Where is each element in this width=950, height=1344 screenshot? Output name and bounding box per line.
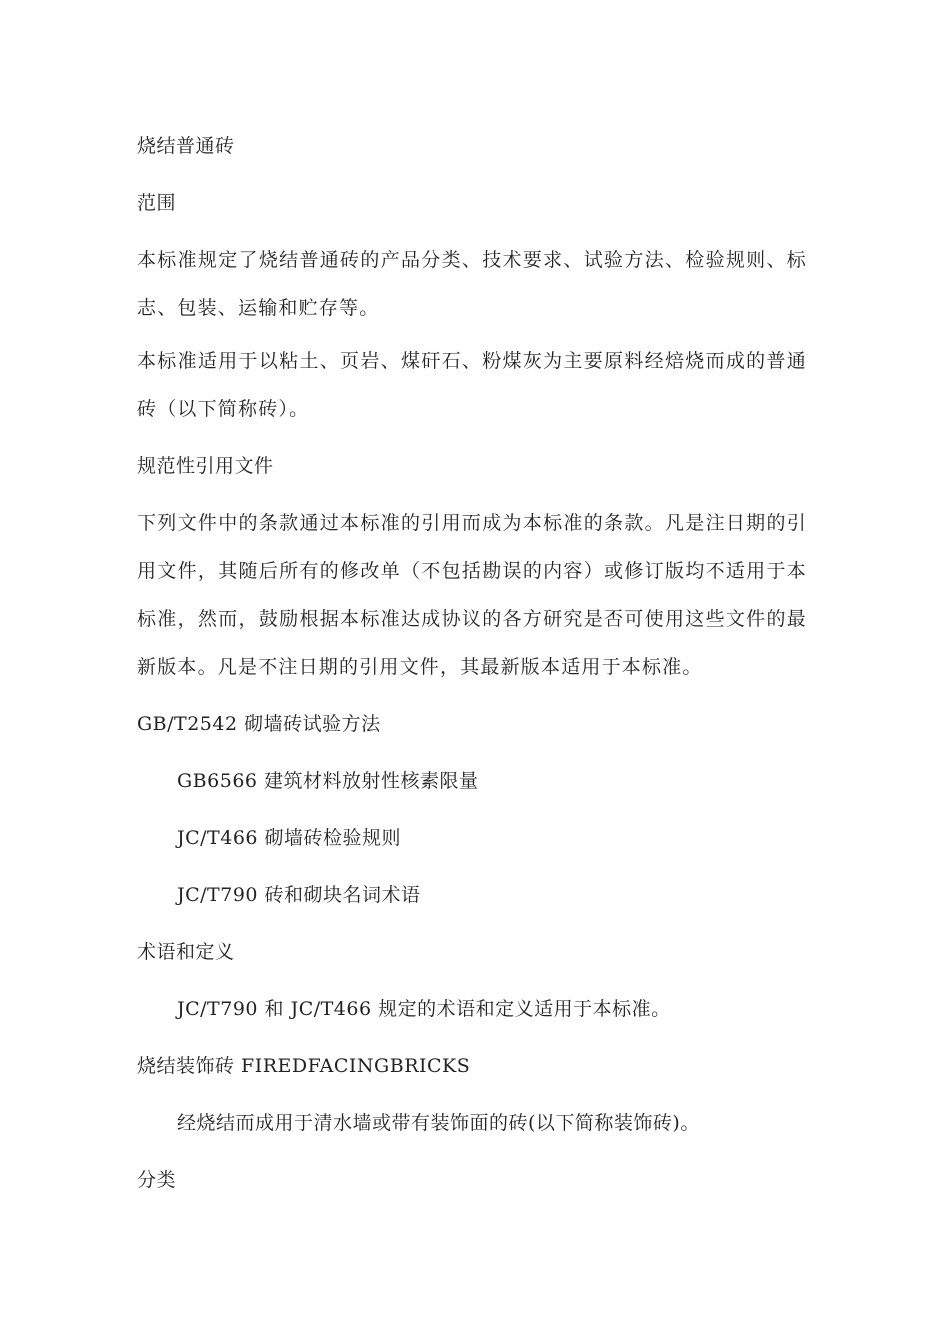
section-heading-references: 规范性引用文件 xyxy=(137,455,274,477)
reference-item: JC/T790 砖和砌块名词术语 xyxy=(177,884,421,906)
paragraph-terms: JC/T790 和 JC/T466 规定的术语和定义适用于本标准。 xyxy=(177,998,671,1020)
reference-item: JC/T466 砌墙砖检验规则 xyxy=(177,827,402,849)
paragraph-scope-2: 本标准适用于以粘土、页岩、煤矸石、粉煤灰为主要原料经焙烧而成的普通砖（以下简称砖）。 xyxy=(137,350,807,420)
paragraph-references: 下列文件中的条款通过本标准的引用而成为本标准的条款。凡是注日期的引用文件，其随后所有的修改单（不包括勘误的内容）或修订版均不适用于本标准，然而，鼓励根据本标准达成协议的各方研究是否可使用这些文件的最新版本。凡是不注日期的引用文件，其最新版本适用于本标准。 xyxy=(137,512,807,678)
term-heading-fired-facing-bricks: 烧结装饰砖 FIREDFACINGBRICKS xyxy=(137,1055,471,1077)
section-heading-terms: 术语和定义 xyxy=(137,941,235,963)
reference-item: GB6566 建筑材料放射性核素限量 xyxy=(177,770,479,792)
document-page xyxy=(137,118,807,1209)
document-title: 烧结普通砖 xyxy=(137,135,235,157)
reference-item: GB/T2542 砌墙砖试验方法 xyxy=(137,713,381,735)
paragraph-scope-1: 本标准规定了烧结普通砖的产品分类、技术要求、试验方法、检验规则、标志、包装、运输和贮存等。 xyxy=(137,249,807,319)
section-heading-classification: 分类 xyxy=(137,1169,177,1191)
term-definition-fired-facing-bricks: 经烧结而成用于清水墙或带有装饰面的砖(以下简称装饰砖)。 xyxy=(177,1112,700,1134)
section-heading-scope: 范围 xyxy=(137,192,177,214)
